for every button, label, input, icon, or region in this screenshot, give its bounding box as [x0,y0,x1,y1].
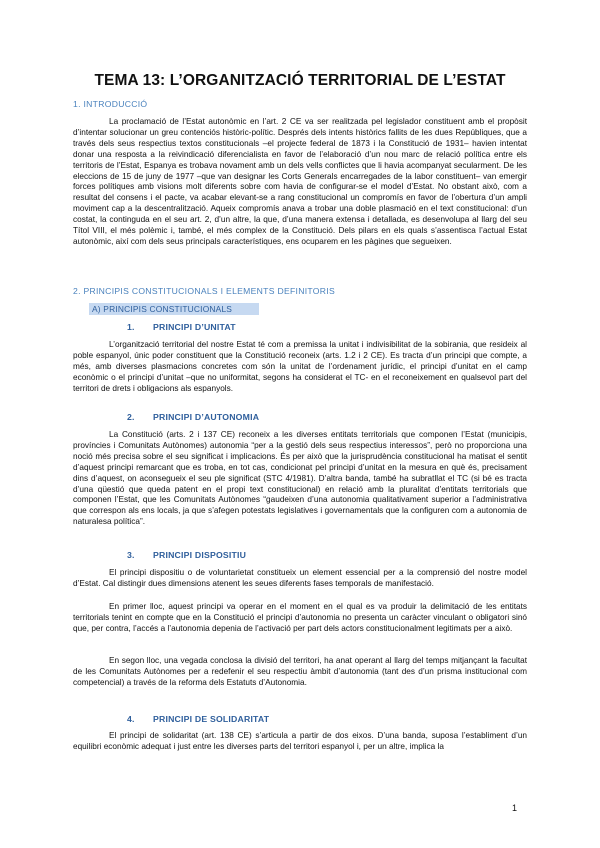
principle-heading-autonomia [127,412,259,422]
intro-paragraph: La proclamació de l’Estat autonòmic en l’art. 2 CE va ser realitzada pel legislador constituent amb el propòsit d’intentar solucionar un greu contenciós històric-polític. Després dels intents històrics fallits de les dues Repúbliques, que a través dels seus respectius textos constitucionals –el projecte federal de 1873 i la Constitució de 1931– havien intentat donar una resposta a la reivindicació diferencialista en favor de l’elaboració d’un nou marc de relació política entre els territoris de l’Estat, Espanya es trobava novament amb un dels vells conflictes que li havia acompanyat secularment. De les eleccions de 15 de juny de 1977 –que van designar les Corts Generals encarregades de la labor constituent– van emergir forces polítiques amb visions molt diferents sobre com havia de configurar-se el model d’Estat. No obstant això, com a resultat del consens i el pacte, va acabar elevant-se a rang constitucional un compromís en favor de l’obertura d’un ampli moviment cap a la descentralització. Aqueix compromís anava a trobar una doble plasmació en el text constitucional: d’un costat, la continguda en el seu art. 2, d’un altre, la que, d’una manera extensa i detallada, es desenvolupa al llarg del seu Títol VIII, el més polèmic i, també, el més complex de la Constitució. Dels pilars en els quals s’assentisca l’actual Estat autonòmic, així com dels seus principals característiques, ens ocuparem en les pàgines que segueixen. [73,117,527,246]
paragraph-dispositiu-1: El principi dispositiu o de voluntarietat constitueix un element essencial per a la comprensió del nostre model d’Estat. Cal distingir dues dimensions atenent les seues diferents fases temporals de manifestació. [73,568,527,588]
paragraph-solidaritat: El principi de solidaritat (art. 138 CE) s’articula a partir de dos eixos. D’una banda, suposa l’establiment d’un equilibri econòmic adequat i just entre les diverses parts del territori espanyol i, per un altre, implica la [73,731,527,751]
principle-number: 2. [127,412,135,422]
principle-title: PRINCIPI DE SOLIDARITAT [153,714,270,724]
page-number: 1 [512,803,518,813]
section-heading-principis: 2. PRINCIPIS CONSTITUCIONALS I ELEMENTS DEFINITORIS [73,286,336,296]
principle-heading-dispositiu [127,550,246,560]
principle-title: PRINCIPI D’AUTONOMIA [153,412,260,422]
principle-heading-solidaritat [127,714,269,724]
section-heading-introduccio: 1. INTRODUCCIÓ [73,99,148,109]
principle-title: PRINCIPI D’UNITAT [153,322,236,332]
paragraph-dispositiu-2: En primer lloc, aquest principi va operar en el moment en el qual es va produir la delimitació de les entitats territorials tenint en compte que en la Constitució el principi d’autonomia no presenta un caràcter vinculant o obligatori sinó que, per contra, l’accés a l’autonomia depenia de l’activació per part dels actors constitucionalment legitimats per a això. [73,602,527,633]
subsection-heading-principis-constitucionals: A) PRINCIPIS CONSTITUCIONALS [92,304,233,314]
principle-title: PRINCIPI DISPOSITIU [153,550,247,560]
paragraph-autonomia: La Constitució (arts. 2 i 137 CE) reconeix a les diverses entitats territorials que componen l’Estat (municipis, províncies i Comunitats Autònomes) autonomia “per a la gestió dels seus respectius interessos”, però no proporciona una noció més precisa sobre el seu significat i implicacions. És per això que la jurisprudència constitucional ha matisat el sentit d’aquest principi remarcant que es troba, en tot cas, condicionat pel principi d’unitat en la mesura en què és, precisament dins d’aquest, on aconsegueix el seu ple significat (STC 4/1981). D’altra banda, també ha subratllat el TC (si bé es tracta d’una qüestió que queda patent en el propi text constitucional) en relació amb la pluralitat d’entitats territorials que componen l’Estat, que les Comunitats Autònomes “gaudeixen d’una autonomia qualitativament superior a l’administrativa que correspon als ens locals, ja que s’afegen potestats legislatives i governamentals que la configuren com a autonomia de naturalesa política”. [73,430,527,527]
document-title: TEMA 13: L’ORGANITZACIÓ TERRITORIAL DE L’ESTAT [94,72,506,89]
principle-number: 4. [127,714,135,724]
principle-number: 3. [127,550,135,560]
paragraph-unitat: L’organització territorial del nostre Estat té com a premissa la unitat i indivisibilitat de la sobirania, que resideix al poble espanyol, únic poder constituent que la Constitució reconeix (arts. 1.2 i 2 CE). Es tracta d’un principi que compte, a més, amb diverses plasmacions concretes com són la unitat de l’ordenament jurídic, el principi d’unitat en el camp econòmic o el principi d’unitat –que no uniformitat, segons ha considerat el TC- en el reconeixement en qualsevol part del territori de drets i obligacions als espanyols. [73,340,527,393]
paragraph-dispositiu-3: En segon lloc, una vegada conclosa la divisió del territori, ha anat operant al llarg del temps mitjançant la facultat de les Comunitats Autònomes per a redefenir el seu respectiu àmbit d’autonomia (tant des d’un prisma institucional com competencial) a través de la reforma dels Estatuts d’Autonomia. [73,656,527,687]
subsection-heading-highlight [89,303,259,315]
principle-number: 1. [127,322,135,332]
principle-heading-unitat [127,322,236,332]
